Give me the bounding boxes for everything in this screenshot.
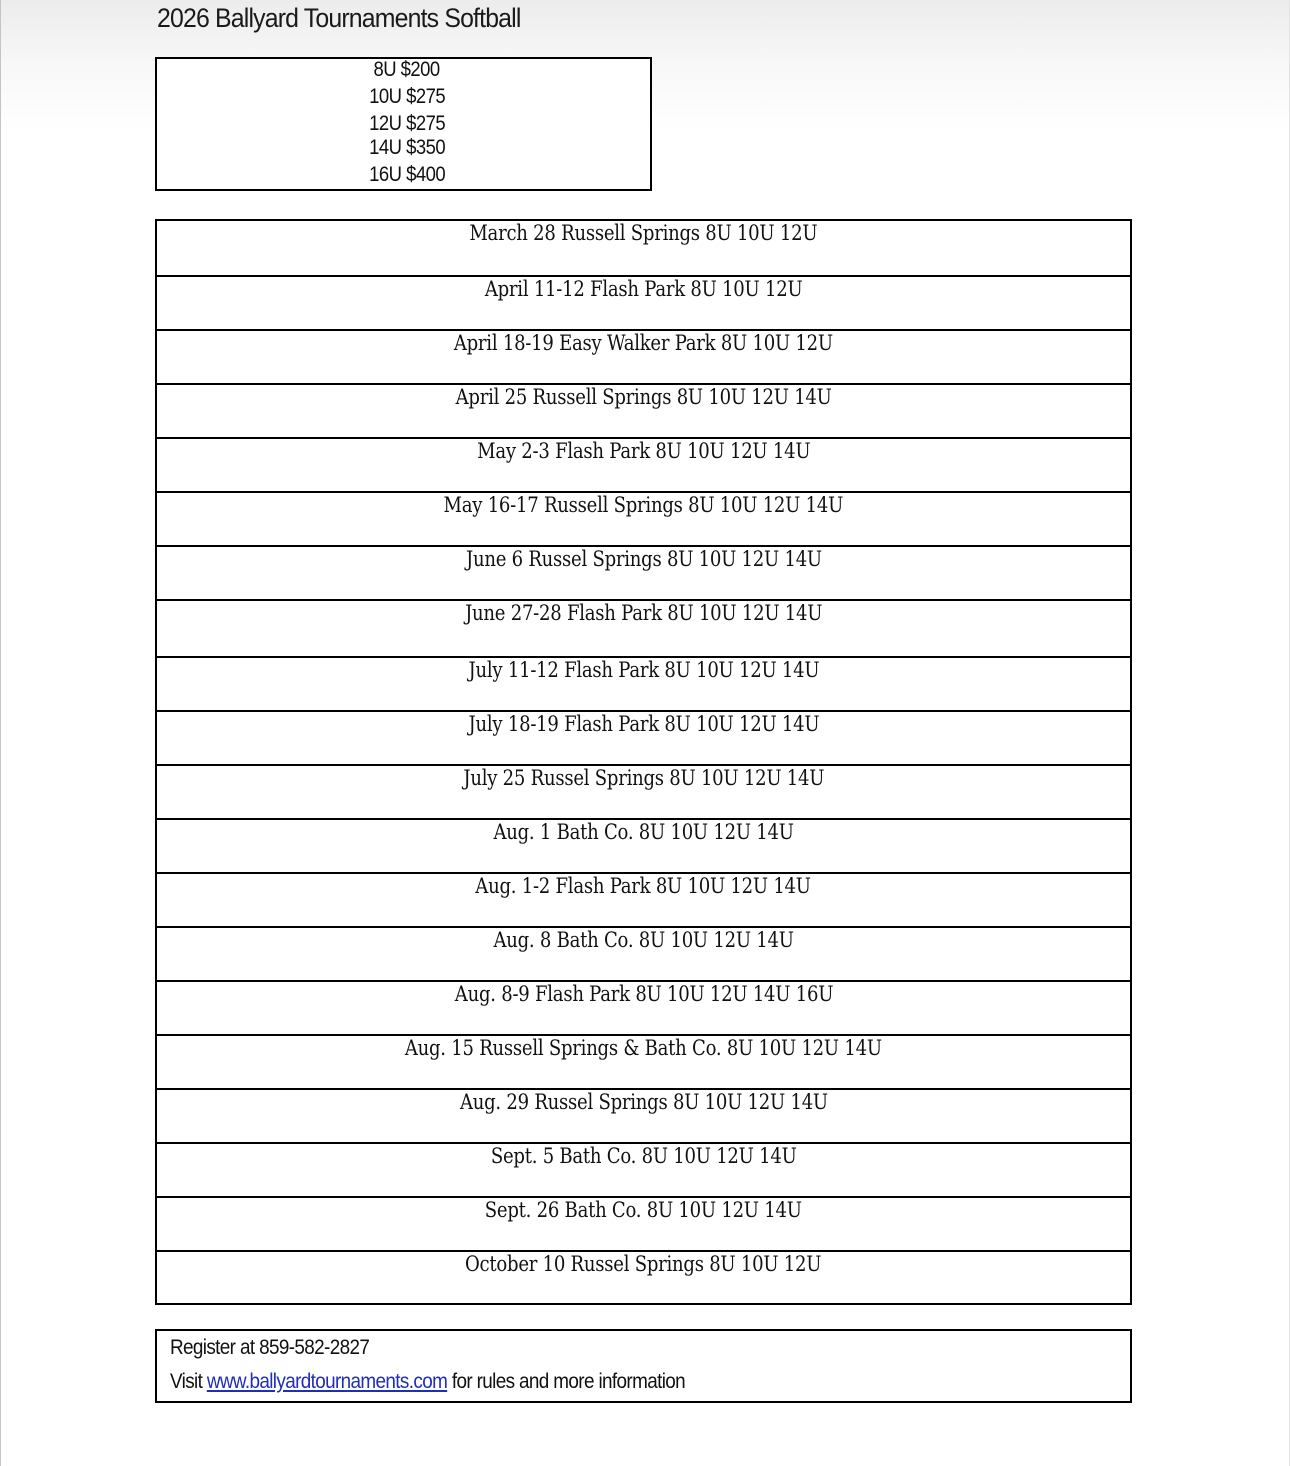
schedule-row: June 27-28 Flash Park 8U 10U 12U 14U [157, 599, 1130, 656]
page-title: 2026 Ballyard Tournaments Softball [157, 3, 521, 33]
schedule-row: April 25 Russell Springs 8U 10U 12U 14U [157, 383, 1130, 437]
visit-website-text [170, 1370, 685, 1394]
schedule-row: Aug. 8-9 Flash Park 8U 10U 12U 14U 16U [157, 980, 1130, 1034]
schedule-row: Aug. 15 Russell Springs & Bath Co. 8U 10U 12U 14U [157, 1034, 1130, 1088]
price-line-8u: 8U $200 [373, 58, 441, 81]
schedule-row: June 6 Russel Springs 8U 10U 12U 14U [157, 545, 1130, 599]
visit-prefix: Visit [170, 1370, 207, 1393]
schedule-row: October 10 Russel Springs 8U 10U 12U [157, 1250, 1130, 1305]
price-line-14u: 14U $350 [369, 136, 445, 159]
page-left-border [0, 0, 1, 1466]
schedule-row: Sept. 26 Bath Co. 8U 10U 12U 14U [157, 1196, 1130, 1250]
register-phone-text: Register at 859-582-2827 [170, 1336, 370, 1359]
schedule-row: July 25 Russel Springs 8U 10U 12U 14U [157, 764, 1130, 818]
schedule-row: May 2-3 Flash Park 8U 10U 12U 14U [157, 437, 1130, 491]
schedule-row: Sept. 5 Bath Co. 8U 10U 12U 14U [157, 1142, 1130, 1196]
schedule-row: May 16-17 Russell Springs 8U 10U 12U 14U [157, 491, 1130, 545]
price-line-10u: 10U $275 [369, 85, 445, 108]
registration-info-box [155, 1329, 1132, 1403]
schedule-row: April 18-19 Easy Walker Park 8U 10U 12U [157, 329, 1130, 383]
website-link[interactable]: www.ballyardtournaments.com [206, 1370, 448, 1393]
schedule-row: Aug. 29 Russel Springs 8U 10U 12U 14U [157, 1088, 1130, 1142]
tournament-schedule-table [155, 219, 1132, 1305]
schedule-row: July 11-12 Flash Park 8U 10U 12U 14U [157, 656, 1130, 710]
schedule-row: July 18-19 Flash Park 8U 10U 12U 14U [157, 710, 1130, 764]
price-line-16u: 16U $400 [369, 163, 445, 186]
price-list-box [155, 57, 652, 191]
schedule-row: Aug. 1-2 Flash Park 8U 10U 12U 14U [157, 872, 1130, 926]
schedule-row: April 11-12 Flash Park 8U 10U 12U [157, 275, 1130, 329]
price-line-12u: 12U $275 [369, 112, 445, 135]
schedule-row: March 28 Russell Springs 8U 10U 12U [469, 221, 818, 245]
schedule-row: Aug. 8 Bath Co. 8U 10U 12U 14U [157, 926, 1130, 980]
schedule-row: Aug. 1 Bath Co. 8U 10U 12U 14U [157, 818, 1130, 872]
visit-suffix: for rules and more information [447, 1370, 686, 1393]
